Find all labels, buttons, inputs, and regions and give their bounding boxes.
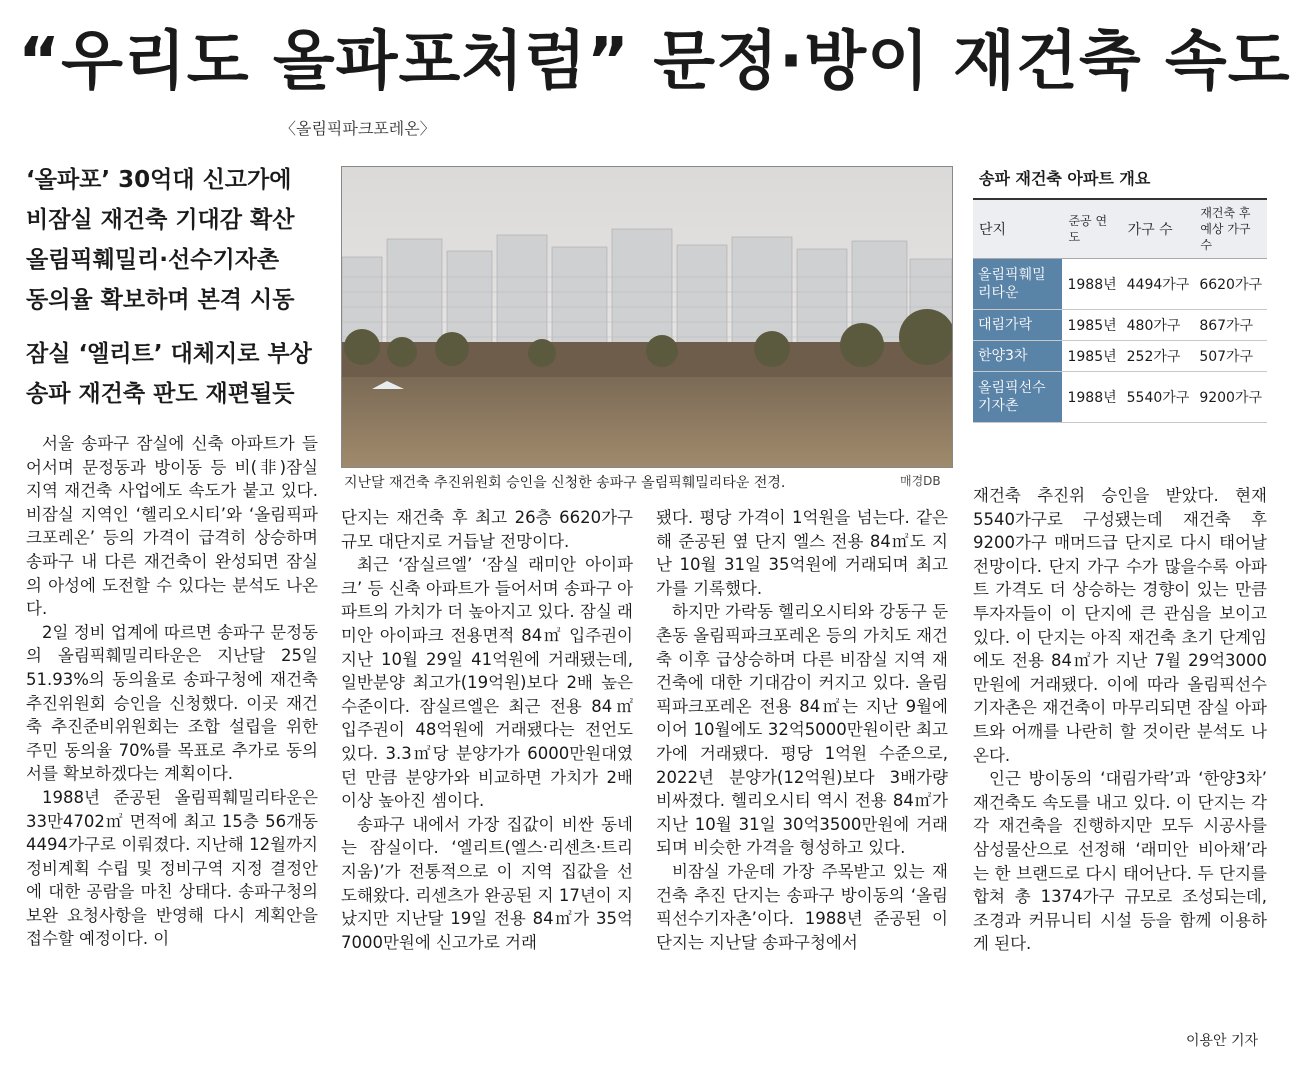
table-cell: 대림가락 [973, 310, 1062, 341]
photo-credit: 매경DB [900, 474, 941, 488]
info-table [973, 198, 1267, 423]
table-header: 재건축 후 예상 가구 수 [1194, 199, 1267, 259]
subhead: 송파 재건축 판도 재편될듯 [26, 381, 295, 407]
table-header: 가구 수 [1122, 199, 1195, 259]
photo-credit-top: 〈올림픽파크포레온〉 [280, 119, 436, 138]
article-column-1 [26, 432, 318, 951]
headline: “우리도 올파포처럼” 문정·방이 재건축 속도 [18, 25, 1291, 99]
paragraph: 하지만 가락동 헬리오시티와 강동구 둔촌동 올림픽파크포레온 등의 가치도 재건축 이후 급상승하며 다른 비잠실 지역 재건축에 대한 기대감이 커지고 있다. 올림픽파크포레온 전용 84㎡는 지난 9월에 이어 10월에도 32억5000만원이란 최고가에 거래됐다. 평당 1억원 수준으로, 2022년 분양가(12억원)보다 3배가량 비싸졌다. 헬리오시티 역시 전용 84㎡가 지난 10월 31일 30억3500만원에 거래되며 비슷한 가격을 형성하고 있다. [656, 602, 949, 858]
table-cell: 1985년 [1062, 310, 1121, 341]
subhead: 비잠실 재건축 기대감 확산 [26, 207, 295, 233]
byline: 이용안 기자 [1186, 1033, 1259, 1049]
paragraph: 재건축 추진위 승인을 받았다. 현재 5540가구로 구성됐는데 재건축 후 9200가구 매머드급 단지로 다시 태어날 전망이다. 단지 가구 수가 많을수록 아파트 가격도 더 상승하는 경향이 있는 만큼 투자자들이 이 단지에 큰 관심을 보이고 있다. 이 단지는 아직 재건축 초기 단계임에도 전용 84㎡가 지난 7월 29억3000만원에 거래됐다. 이에 따라 올림픽선수기자촌은 재건축이 마무리되면 잠실 아파트와 어깨를 나란히 할 것이란 분석도 나온다. [973, 486, 1267, 765]
subhead: 올림픽훼밀리·선수기자촌 [26, 247, 280, 273]
article-column-4 [973, 484, 1267, 956]
table-cell: 한양3차 [973, 341, 1062, 372]
table-cell: 9200가구 [1194, 372, 1267, 423]
table-title: 송파 재건축 아파트 개요 [979, 169, 1151, 188]
table-cell: 올림픽훼밀리타운 [973, 259, 1062, 310]
paragraph: 비잠실 가운데 가장 주목받고 있는 재건축 추진 단지는 송파구 방이동의 ‘올림픽선수기자촌’이다. 1988년 준공된 이 단지는 지난달 송파구청에서 [656, 861, 948, 952]
table-cell: 5540가구 [1122, 372, 1195, 423]
table-cell: 1988년 [1062, 259, 1121, 310]
paragraph: 단지는 재건축 후 최고 26층 6620가구 규모 대단지로 거듭날 전망이다. [341, 508, 633, 551]
table-row [973, 341, 1267, 372]
article-column-3 [656, 506, 948, 954]
paragraph: 1988년 준공된 올림픽훼밀리타운은 33만4702㎡ 면적에 최고 15층 56개동 4494가구로 이뤄졌다. 지난해 12월까지 정비계획 수립 및 정비구역 지정 결정안에 대한 공람을 마친 상태다. 송파구청의 보완 요청사항을 반영해 다시 계획안을 접수할 예정이다. 이 [26, 787, 318, 949]
apartment-photo [341, 166, 953, 468]
table-header-row [973, 199, 1267, 259]
info-table-box [973, 160, 1267, 423]
table-row [973, 310, 1267, 341]
table-cell: 올림픽선수기자촌 [973, 372, 1062, 423]
subhead: 잠실 ‘엘리트’ 대체지로 부상 [26, 341, 312, 367]
table-cell: 480가구 [1122, 310, 1195, 341]
subheads [26, 160, 326, 414]
table-cell: 867가구 [1194, 310, 1267, 341]
table-cell: 1985년 [1062, 341, 1121, 372]
table-row [973, 259, 1267, 310]
table-header: 준공 연도 [1062, 199, 1121, 259]
paragraph: 2일 정비 업계에 따르면 송파구 문정동의 올림픽훼밀리타운은 지난달 25일 51.93%의 동의율로 송파구청에 재건축 추진위원회 승인을 신청했다. 이곳 재건축 추진준비위원회는 조합 설립을 위한 주민 동의율 70%를 목표로 추가로 동의서를 확보하겠다는 계획이다. [26, 622, 318, 784]
paragraph: 인근 방이동의 ‘대림가락’과 ‘한양3차’ 재건축도 속도를 내고 있다. 이 단지는 각각 재건축을 진행하지만 모두 시공사를 삼성물산으로 선정해 ‘래미안 비아채’라는 한 브랜드로 다시 태어난다. 두 단지를 합쳐 총 1374가구 규모로 조성되는데, 조경과 커뮤니티 시설 등을 함께 이용하게 된다. [973, 769, 1267, 954]
photo-caption: 지난달 재건축 추진위원회 승인을 신청한 송파구 올림픽훼밀리타운 전경. [344, 475, 786, 491]
subhead: 동의율 확보하며 본격 시동 [26, 287, 295, 313]
table-cell: 6620가구 [1194, 259, 1267, 310]
table-cell: 1988년 [1062, 372, 1121, 423]
table-row [973, 372, 1267, 423]
article-column-2 [341, 506, 633, 954]
paragraph: 최근 ‘잠실르엘’ ‘잠실 래미안 아이파크’ 등 신축 아파트가 들어서며 송파구 아파트의 가치가 더 높아지고 있다. 잠실 래미안 아이파크 전용면적 84㎡ 입주권이 지난 10월 29일 41억원에 거래됐는데, 일반분양 최고가(19억원)보다 2배 높은 수준이다. 잠실르엘은 최근 전용 84㎡ 입주권이 48억원에 거래됐다는 전언도 있다. 3.3㎡당 분양가가 6000만원대였던 만큼 분양가와 비교하면 가치가 2배 이상 높아진 셈이다. [341, 555, 633, 811]
paragraph: 송파구 내에서 가장 집값이 비싼 동네는 잠실이다. ‘엘리트(엘스·리센츠·트리지움)’가 전통적으로 이 지역 집값을 선도해왔다. 리센츠가 완공된 지 17년이 지났지만 지난달 19일 전용 84㎡가 35억7000만원에 신고가로 거래 [341, 814, 633, 952]
table-cell: 507가구 [1194, 341, 1267, 372]
paragraph: 서울 송파구 잠실에 신축 아파트가 들어서며 문정동과 방이동 등 비(非)잠실 지역 재건축 사업에도 속도가 붙고 있다. 비잠실 지역인 ‘헬리오시티’와 ‘올림픽파크포레온’ 등의 가격이 급격히 상승하며 송파구 내 다른 재건축이 완성되면 잠실의 아성에 도전할 수 있다는 분석도 나온다. [26, 434, 318, 619]
subhead: ‘올파포’ 30억대 신고가에 [26, 167, 292, 193]
table-cell: 252가구 [1122, 341, 1195, 372]
table-header: 단지 [973, 199, 1062, 259]
paragraph: 됐다. 평당 가격이 1억원을 넘는다. 같은 해 준공된 옆 단지 엘스 전용 84㎡도 지난 10월 31일 35억원에 거래되며 최고가를 기록했다. [656, 508, 948, 598]
table-cell: 4494가구 [1122, 259, 1195, 310]
